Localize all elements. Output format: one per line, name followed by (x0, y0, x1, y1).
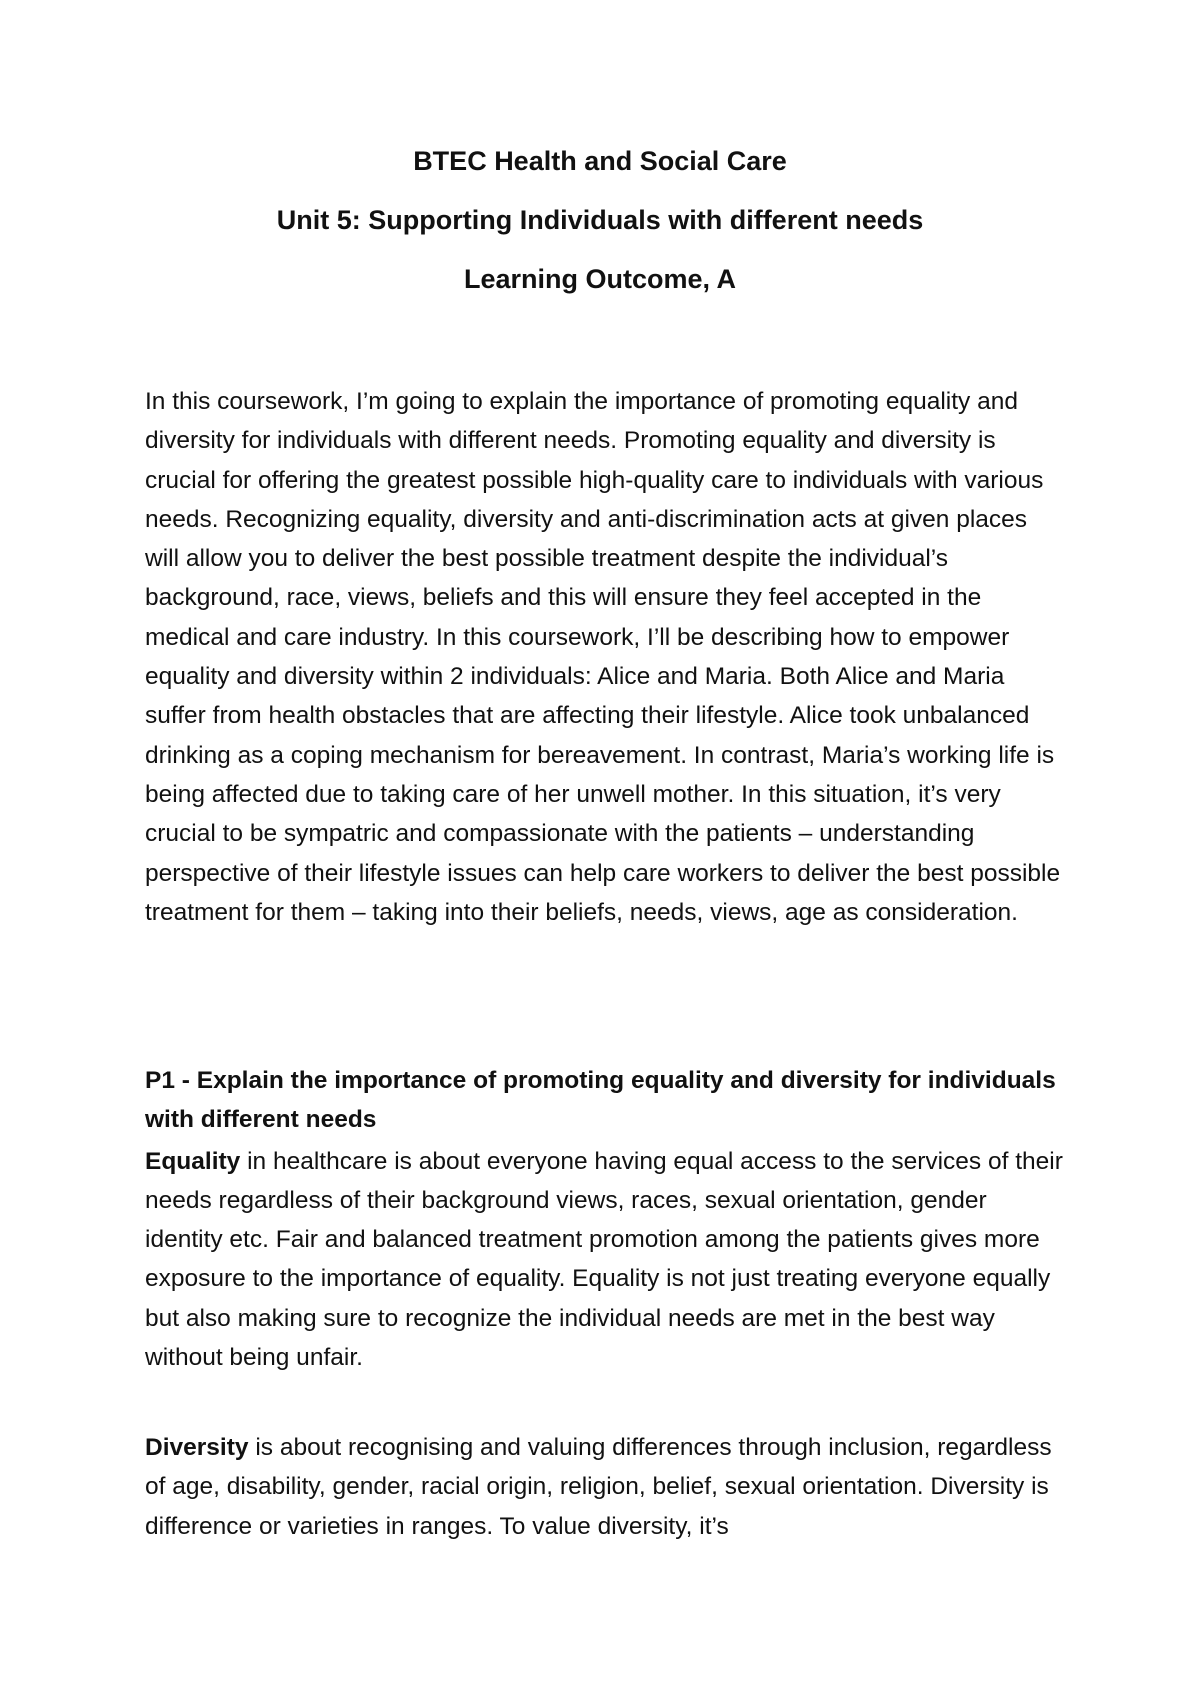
unit-subtitle: Unit 5: Supporting Individuals with different needs (276, 205, 924, 235)
equality-paragraph (145, 1142, 1065, 1378)
p1-section (145, 1061, 1065, 1377)
diversity-section (145, 1428, 1065, 1546)
title-block (0, 146, 1200, 323)
learning-outcome: Learning Outcome, A (463, 264, 737, 294)
p1-heading: P1 - Explain the importance of promoting equality and diversity for individuals with different needs (145, 1067, 1056, 1134)
document-title: BTEC Health and Social Care (413, 146, 787, 176)
intro-section (145, 382, 1065, 932)
intro-paragraph: In this coursework, I’m going to explain the importance of promoting equality and diversity for individuals with different needs. Promoting equality and diversity is crucial for offering the greatest possible high-quality care to individuals with various needs. Recognizing equality, diversity and anti-discrimination acts at given places will allow you to deliver the best possible treatment despite the individual’s background, race, views, beliefs and this will ensure they feel accepted in the medical and care industry. In this coursework, I’ll be describing how to empower equality and diversity within 2 individuals: Alice and Maria. Both Alice and Maria suffer from health obstacles that are affecting their lifestyle. Alice took unbalanced drinking as a coping mechanism for bereavement. In contrast, Maria’s working life is being affected due to taking care of her unwell mother. In this situation, it’s very crucial to be sympatric and compassionate with the patients – understanding perspective of their lifestyle issues can help care workers to deliver the best possible treatment for them – taking into their beliefs, needs, views, age as consideration. (145, 388, 1061, 926)
equality-text: in healthcare is about everyone having equal access to the services of their needs regardless of their background views, races, sexual orientation, gender identity etc. Fair and balanced treatment promotion among the patients gives more exposure to the importance of equality. Equality is not just treating everyone equally but also making sure to recognize the individual needs are met in the best way without being unfair. (145, 1147, 1063, 1372)
diversity-text: is about recognising and valuing differences through inclusion, regardless of age, disability, gender, racial origin, religion, belief, sexual orientation. Diversity is difference or varieties in ranges. To value diversity, it’s (145, 1434, 1052, 1540)
equality-term: Equality (145, 1147, 241, 1175)
diversity-paragraph (145, 1428, 1065, 1546)
diversity-term: Diversity (145, 1434, 249, 1461)
